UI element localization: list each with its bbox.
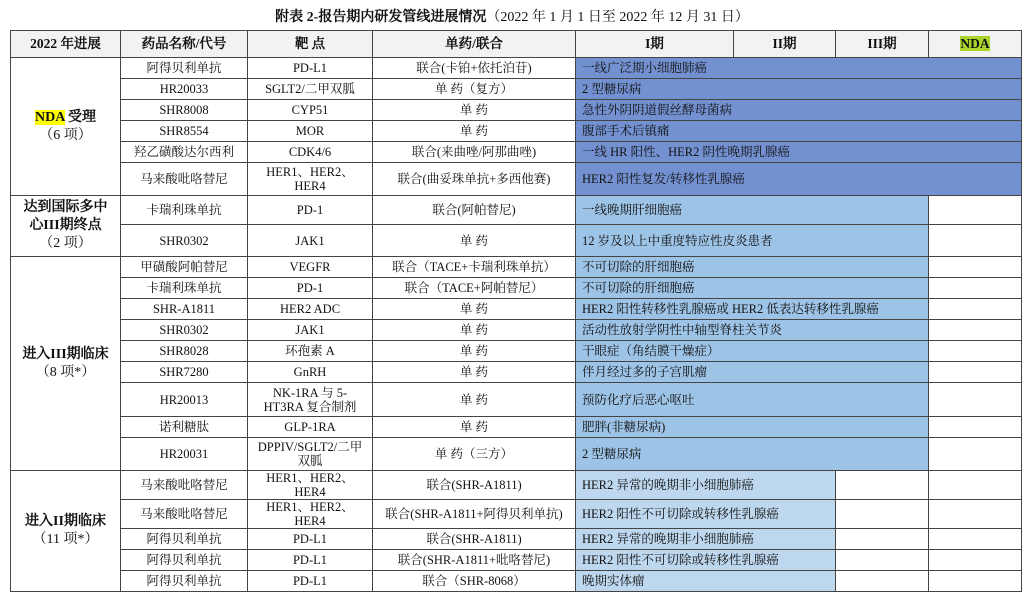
target: CDK4/6 <box>248 142 373 163</box>
drug-name: HR20031 <box>121 438 248 471</box>
drug-name: 马来酸吡咯替尼 <box>121 471 248 500</box>
section-title-text: 达到国际多中心III期终点 <box>23 200 108 233</box>
target: GLP-1RA <box>248 417 373 438</box>
nda-header-label: NDA <box>960 36 990 51</box>
table-row <box>11 196 1022 225</box>
target: CYP51 <box>248 100 373 121</box>
drug-name: SHR7280 <box>121 362 248 383</box>
mode: 单 药 <box>373 320 576 341</box>
drug-name: 羟乙磺酸达尔西利 <box>121 142 248 163</box>
mode: 单 药（复方） <box>373 79 576 100</box>
mode: 单 药 <box>373 417 576 438</box>
progress-bar-indication: 一线广泛期小细胞肺癌 <box>576 58 1022 79</box>
target: PD-L1 <box>248 58 373 79</box>
title-main: 附表 2-报告期内研发管线进展情况 <box>275 10 487 25</box>
section-count: （11 项*） <box>32 532 99 547</box>
empty-phase-cell <box>929 362 1022 383</box>
empty-phase-cell <box>929 341 1022 362</box>
section-title <box>17 199 114 235</box>
empty-phase-cell <box>929 571 1022 592</box>
progress-bar-indication: 2 型糖尿病 <box>576 79 1022 100</box>
progress-bar-indication: 不可切除的肝细胞癌 <box>576 278 929 299</box>
progress-bar-indication: 预防化疗后恶心呕吐 <box>576 383 929 417</box>
title-period: （2022 年 1 月 1 日至 2022 年 12 月 31 日） <box>486 10 749 25</box>
target: VEGFR <box>248 257 373 278</box>
header-row <box>11 31 1022 58</box>
mode: 联合(SHR-A1811+吡咯替尼) <box>373 550 576 571</box>
mode: 单 药 <box>373 299 576 320</box>
section-label <box>11 196 121 257</box>
progress-bar-indication: 伴月经过多的子宫肌瘤 <box>576 362 929 383</box>
header-drug: 药品名称/代号 <box>121 31 248 58</box>
target: HER1、HER2、HER4 <box>248 471 373 500</box>
drug-name: SHR8008 <box>121 100 248 121</box>
table-row <box>11 529 1022 550</box>
progress-bar-indication: 活动性放射学阴性中轴型脊柱关节炎 <box>576 320 929 341</box>
empty-phase-cell <box>929 225 1022 257</box>
progress-bar-indication: 腹部手术后镇痛 <box>576 121 1022 142</box>
target: MOR <box>248 121 373 142</box>
target: PD-L1 <box>248 550 373 571</box>
section-count: （8 项*） <box>35 364 96 380</box>
empty-phase-cell <box>929 320 1022 341</box>
mode: 单 药（三方） <box>373 438 576 471</box>
mode: 联合(SHR-A1811) <box>373 529 576 550</box>
progress-bar-indication: 急性外阴阴道假丝酵母菌病 <box>576 100 1022 121</box>
table-row <box>11 225 1022 257</box>
target: PD-1 <box>248 278 373 299</box>
mode: 单 药 <box>373 383 576 417</box>
table-title <box>0 6 1024 26</box>
table-row <box>11 320 1022 341</box>
drug-name: 阿得贝利单抗 <box>121 571 248 592</box>
target: SGLT2/二甲双胍 <box>248 79 373 100</box>
pipeline-table <box>10 30 1022 592</box>
drug-name: SHR0302 <box>121 320 248 341</box>
empty-phase-cell <box>929 438 1022 471</box>
progress-bar-indication: HER2 阳性转移性乳腺癌或 HER2 低表达转移性乳腺癌 <box>576 299 929 320</box>
mode: 联合(来曲唑/阿那曲唑) <box>373 142 576 163</box>
progress-bar-indication: 2 型糖尿病 <box>576 438 929 471</box>
empty-phase-cell <box>836 529 929 550</box>
table-row <box>11 417 1022 438</box>
empty-phase-cell <box>929 529 1022 550</box>
header-phase3: III期 <box>836 31 929 58</box>
section-label <box>11 58 121 196</box>
table-row <box>11 163 1022 196</box>
mode: 单 药 <box>373 225 576 257</box>
target: 环孢素 A <box>248 341 373 362</box>
target: PD-1 <box>248 196 373 225</box>
section-title <box>17 109 114 127</box>
drug-name: HR20033 <box>121 79 248 100</box>
progress-bar-indication: 一线晚期肝细胞癌 <box>576 196 929 225</box>
target: NK-1RA 与 5-HT3RA 复合制剂 <box>248 383 373 417</box>
section-title-text: 受理 <box>64 109 97 125</box>
drug-name: 诺利糖肽 <box>121 417 248 438</box>
header-mode: 单药/联合 <box>373 31 576 58</box>
empty-phase-cell <box>929 383 1022 417</box>
empty-phase-cell <box>836 550 929 571</box>
drug-name: 马来酸吡咯替尼 <box>121 500 248 529</box>
section-label <box>11 471 121 592</box>
empty-phase-cell <box>929 196 1022 225</box>
empty-phase-cell <box>836 571 929 592</box>
header-phase2: II期 <box>734 31 836 58</box>
table-row <box>11 341 1022 362</box>
table-row <box>11 100 1022 121</box>
target: JAK1 <box>248 225 373 257</box>
table-row <box>11 438 1022 471</box>
mode: 联合(SHR-A1811) <box>373 471 576 500</box>
empty-phase-cell <box>929 257 1022 278</box>
drug-name: SHR0302 <box>121 225 248 257</box>
progress-bar-indication: 肥胖(非糖尿病) <box>576 417 929 438</box>
empty-phase-cell <box>929 500 1022 529</box>
mode: 联合(SHR-A1811+阿得贝利单抗) <box>373 500 576 529</box>
section-title <box>17 513 114 531</box>
progress-bar-indication: 干眼症（角结膜干燥症） <box>576 341 929 362</box>
progress-bar-indication: HER2 阳性不可切除或转移性乳腺癌 <box>576 550 836 571</box>
table-row <box>11 58 1022 79</box>
header-target: 靶 点 <box>248 31 373 58</box>
drug-name: SHR-A1811 <box>121 299 248 320</box>
target: HER1、HER2、HER4 <box>248 500 373 529</box>
target: DPPIV/SGLT2/二甲双胍 <box>248 438 373 471</box>
target: HER1、HER2、HER4 <box>248 163 373 196</box>
target: JAK1 <box>248 320 373 341</box>
drug-name: 阿得贝利单抗 <box>121 58 248 79</box>
target: PD-L1 <box>248 571 373 592</box>
progress-bar-indication: 12 岁及以上中重度特应性皮炎患者 <box>576 225 929 257</box>
table-row <box>11 121 1022 142</box>
target: HER2 ADC <box>248 299 373 320</box>
mode: 单 药 <box>373 362 576 383</box>
header-progress: 2022 年进展 <box>11 31 121 58</box>
table-row <box>11 571 1022 592</box>
section-title <box>17 346 114 364</box>
progress-bar-indication: 不可切除的肝细胞癌 <box>576 257 929 278</box>
section-title-text: 进入II期临床 <box>25 514 106 529</box>
empty-phase-cell <box>836 500 929 529</box>
mode: 联合（TACE+卡瑞利珠单抗） <box>373 257 576 278</box>
section-count: （6 项） <box>39 127 92 143</box>
mode: 单 药 <box>373 121 576 142</box>
table-row <box>11 383 1022 417</box>
table-row <box>11 362 1022 383</box>
drug-name: HR20013 <box>121 383 248 417</box>
header-nda <box>929 31 1022 58</box>
progress-bar-indication: HER2 阳性不可切除或转移性乳腺癌 <box>576 500 836 529</box>
target: GnRH <box>248 362 373 383</box>
mode: 联合(阿帕替尼) <box>373 196 576 225</box>
table-row <box>11 471 1022 500</box>
header-phase1: I期 <box>576 31 734 58</box>
empty-phase-cell <box>836 471 929 500</box>
mode: 单 药 <box>373 341 576 362</box>
progress-bar-indication: HER2 阳性复发/转移性乳腺癌 <box>576 163 1022 196</box>
section-label <box>11 257 121 471</box>
empty-phase-cell <box>929 417 1022 438</box>
progress-bar-indication: 晚期实体瘤 <box>576 571 836 592</box>
table-row <box>11 79 1022 100</box>
table-row <box>11 257 1022 278</box>
mode: 联合（SHR-8068） <box>373 571 576 592</box>
drug-name: 甲磺酸阿帕替尼 <box>121 257 248 278</box>
mode: 联合（TACE+阿帕替尼） <box>373 278 576 299</box>
drug-name: 卡瑞利珠单抗 <box>121 196 248 225</box>
table-row <box>11 500 1022 529</box>
progress-bar-indication: 一线 HR 阳性、HER2 阴性晚期乳腺癌 <box>576 142 1022 163</box>
empty-phase-cell <box>929 299 1022 320</box>
progress-bar-indication: HER2 异常的晚期非小细胞肺癌 <box>576 529 836 550</box>
empty-phase-cell <box>929 278 1022 299</box>
empty-phase-cell <box>929 550 1022 571</box>
section-title-text: 进入III期临床 <box>22 346 109 362</box>
target: PD-L1 <box>248 529 373 550</box>
mode: 单 药 <box>373 100 576 121</box>
mode: 联合(卡铂+依托泊苷) <box>373 58 576 79</box>
drug-name: 卡瑞利珠单抗 <box>121 278 248 299</box>
drug-name: SHR8554 <box>121 121 248 142</box>
table-row <box>11 278 1022 299</box>
drug-name: SHR8028 <box>121 341 248 362</box>
section-count: （2 项） <box>39 236 92 251</box>
drug-name: 马来酸吡咯替尼 <box>121 163 248 196</box>
progress-bar-indication: HER2 异常的晚期非小细胞肺癌 <box>576 471 836 500</box>
drug-name: 阿得贝利单抗 <box>121 550 248 571</box>
table-row <box>11 142 1022 163</box>
drug-name: 阿得贝利单抗 <box>121 529 248 550</box>
mode: 联合(曲妥珠单抗+多西他赛) <box>373 163 576 196</box>
table-row <box>11 299 1022 320</box>
table-row <box>11 550 1022 571</box>
empty-phase-cell <box>929 471 1022 500</box>
nda-highlight: NDA <box>34 109 65 125</box>
